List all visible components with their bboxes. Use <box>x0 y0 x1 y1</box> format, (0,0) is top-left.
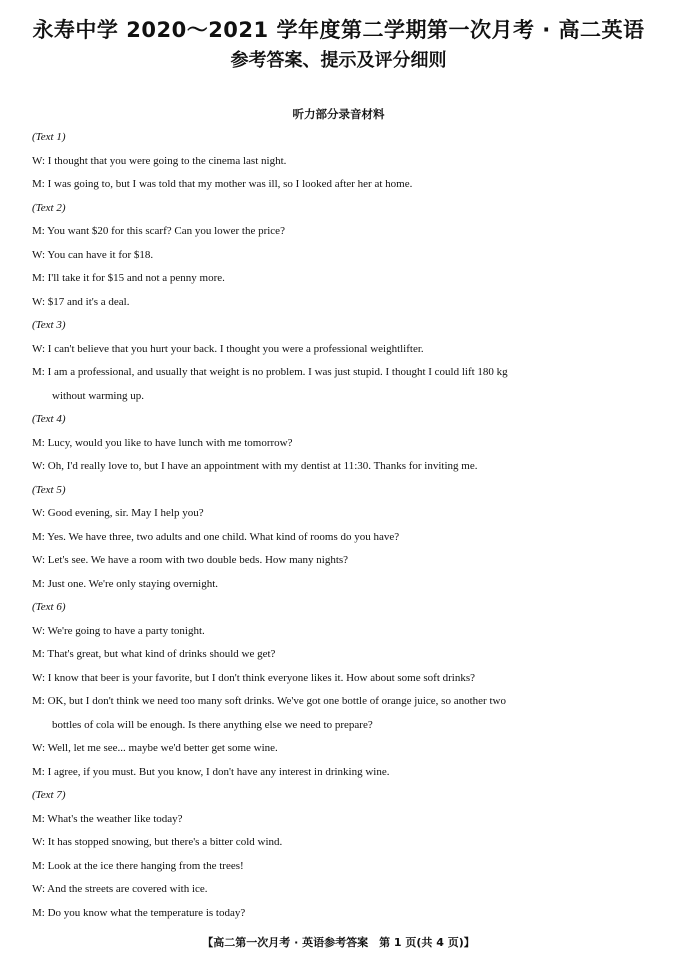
page-footer: 【高二第一次月考 · 英语参考答案 第 1 页(共 4 页)】 <box>202 936 475 949</box>
transcript-line: M: Do you know what the temperature is today? <box>32 906 246 919</box>
text-marker: (Text 2) <box>32 201 66 214</box>
transcript-line: M: Look at the ice there hanging from the trees! <box>32 859 244 872</box>
transcript-line: W: Well, let me see... maybe we'd better get some wine. <box>32 742 278 754</box>
text-marker: (Text 5) <box>32 483 66 496</box>
transcript-line: W: I know that beer is your favorite, but I don't think everyone likes it. How about some soft drinks? <box>32 671 476 684</box>
section-title: 听力部分录音材料 <box>292 107 385 121</box>
transcript-line: M: You want $20 for this scarf? Can you lower the price? <box>32 225 285 237</box>
document-title: 永寿中学 2020～2021 学年度第二学期第一次月考 · 高二英语 <box>32 18 645 42</box>
document-subtitle: 参考答案、提示及评分细则 <box>230 50 447 71</box>
transcript-line: W: Good evening, sir. May I help you? <box>32 507 204 519</box>
transcript-line-continued: bottles of cola will be enough. Is there anything else we need to prepare? <box>52 718 373 731</box>
transcript-line: W: $17 and it's a deal. <box>32 295 130 308</box>
transcript-line: W: I can't believe that you hurt your back. I thought you were a professional weightlifter. <box>32 342 424 355</box>
transcript-line: M: Just one. We're only staying overnight. <box>32 577 219 590</box>
transcript-line: W: You can have it for $18. <box>32 248 154 261</box>
transcript-line: M: Yes. We have three, two adults and one child. What kind of rooms do you have? <box>32 530 400 543</box>
transcript-line: W: And the streets are covered with ice. <box>32 883 208 895</box>
text-marker: (Text 6) <box>32 601 66 613</box>
transcript-line: W: Let's see. We have a room with two double beds. How many nights? <box>32 554 349 566</box>
transcript-line-continued: without warming up. <box>52 389 144 402</box>
transcript-line: M: Lucy, would you like to have lunch with me tomorrow? <box>32 436 293 449</box>
transcript <box>32 126 657 925</box>
transcript-line: M: I'll take it for $15 and not a penny more. <box>32 272 225 284</box>
transcript-line: W: I thought that you were going to the cinema last night. <box>32 154 287 167</box>
text-marker: (Text 7) <box>32 789 66 801</box>
transcript-line: M: OK, but I don't think we need too many soft drinks. We've got one bottle of orange juice, so another two <box>32 695 506 707</box>
transcript-line: W: Oh, I'd really love to, but I have an appointment with my dentist at 11:30. Thanks for inviting me. <box>32 460 478 472</box>
transcript-line: M: That's great, but what kind of drinks should we get? <box>32 648 276 660</box>
text-marker: (Text 3) <box>32 319 66 331</box>
transcript-line: M: I agree, if you must. But you know, I don't have any interest in drinking wine. <box>32 765 390 778</box>
text-marker: (Text 4) <box>32 413 66 425</box>
transcript-line: W: It has stopped snowing, but there's a bitter cold wind. <box>32 836 283 848</box>
transcript-line: M: What's the weather like today? <box>32 812 183 825</box>
transcript-line: M: I was going to, but I was told that my mother was ill, so I looked after her at home. <box>32 178 413 190</box>
transcript-line: M: I am a professional, and usually that weight is no problem. I was just stupid. I thought I could lift 180 kg <box>32 366 508 378</box>
transcript-line: W: We're going to have a party tonight. <box>32 624 205 637</box>
text-marker: (Text 1) <box>32 131 66 143</box>
